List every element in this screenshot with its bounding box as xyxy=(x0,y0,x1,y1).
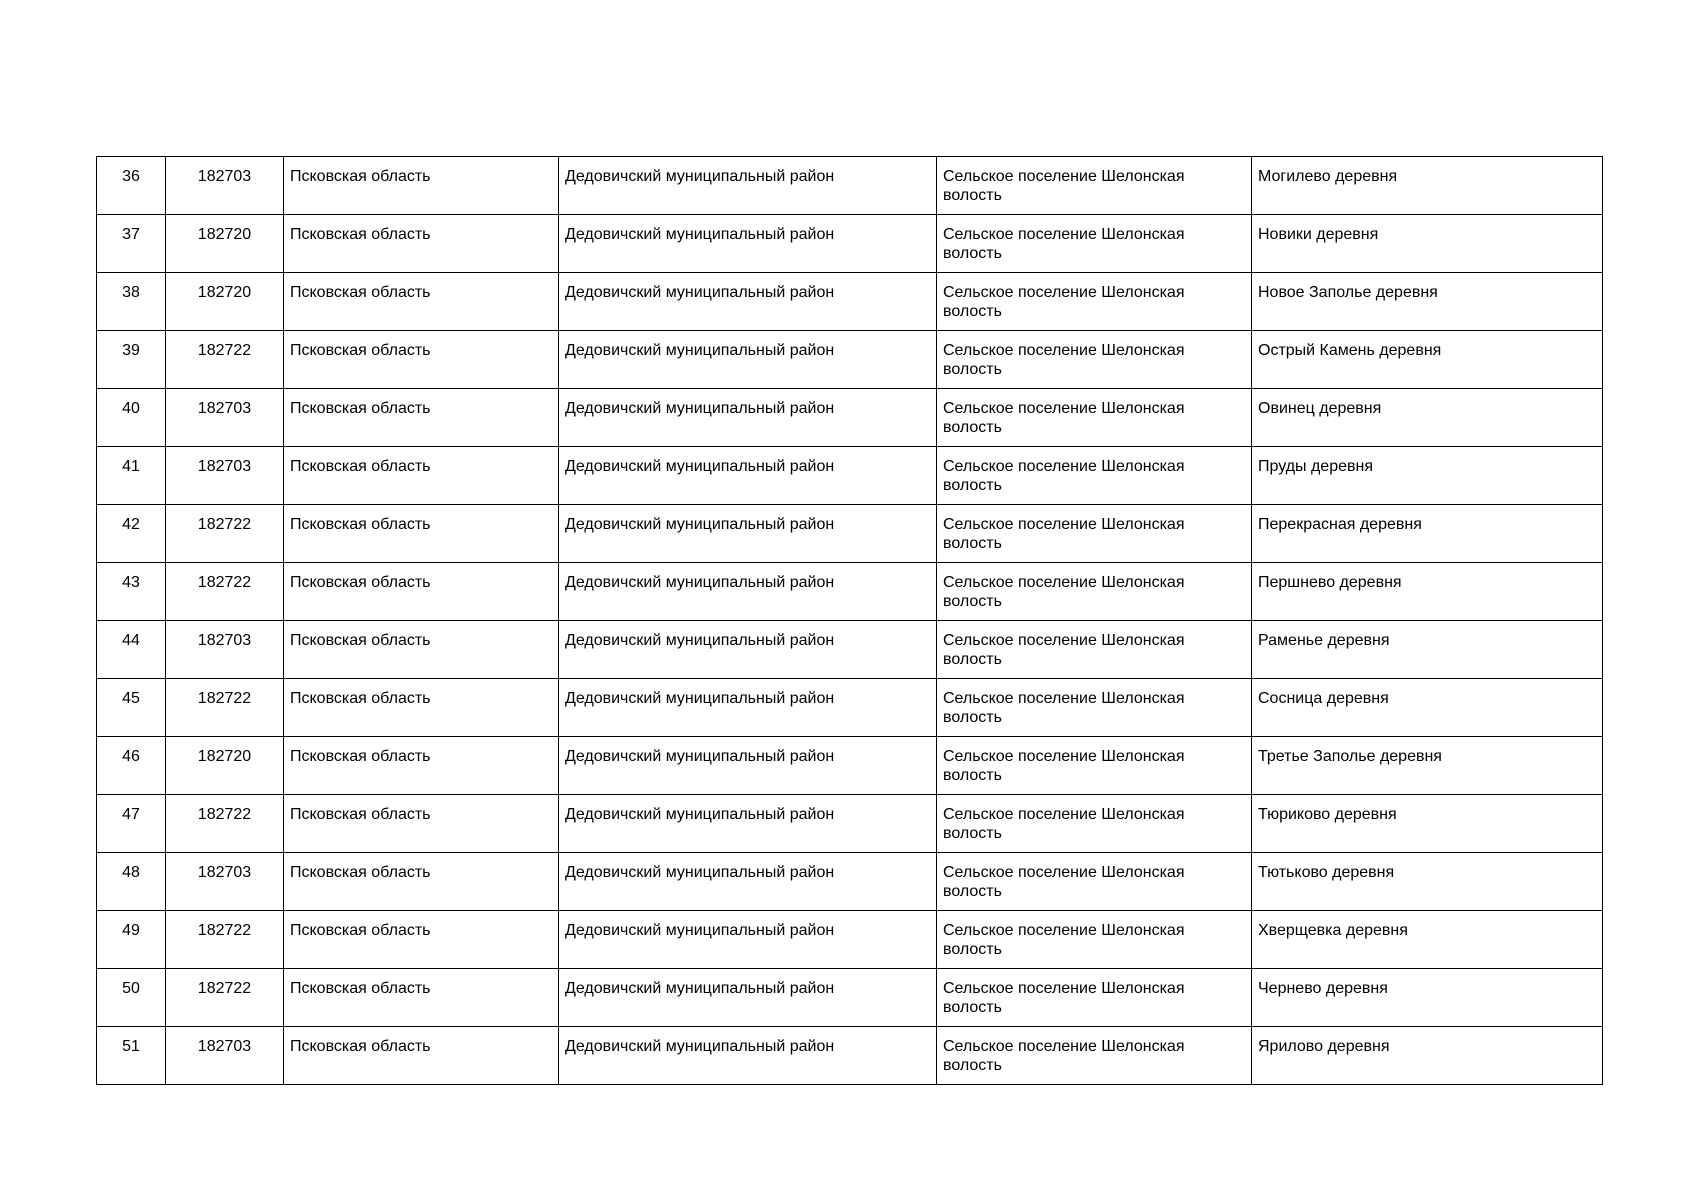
district-cell: Дедовичский муниципальный район xyxy=(559,911,937,969)
table-row xyxy=(97,737,1603,795)
settlement-cell: Сельское поселение Шелонская волость xyxy=(937,331,1252,389)
row-number: 37 xyxy=(97,215,166,273)
table-row xyxy=(97,447,1603,505)
locality-cell: Ярилово деревня xyxy=(1252,1027,1603,1085)
table-row xyxy=(97,157,1603,215)
postal-index: 182722 xyxy=(166,679,284,737)
settlement-cell: Сельское поселение Шелонская волость xyxy=(937,621,1252,679)
table-row xyxy=(97,563,1603,621)
row-number: 44 xyxy=(97,621,166,679)
settlement-cell: Сельское поселение Шелонская волость xyxy=(937,215,1252,273)
table-row xyxy=(97,505,1603,563)
row-number: 45 xyxy=(97,679,166,737)
table-row xyxy=(97,389,1603,447)
region-cell: Псковская область xyxy=(284,215,559,273)
district-cell: Дедовичский муниципальный район xyxy=(559,969,937,1027)
locality-cell: Чернево деревня xyxy=(1252,969,1603,1027)
settlement-cell: Сельское поселение Шелонская волость xyxy=(937,795,1252,853)
row-number: 36 xyxy=(97,157,166,215)
region-cell: Псковская область xyxy=(284,621,559,679)
row-number: 48 xyxy=(97,853,166,911)
region-cell: Псковская область xyxy=(284,331,559,389)
postal-index: 182722 xyxy=(166,563,284,621)
region-cell: Псковская область xyxy=(284,1027,559,1085)
district-cell: Дедовичский муниципальный район xyxy=(559,331,937,389)
postal-index: 182703 xyxy=(166,157,284,215)
locality-cell: Новое Заполье деревня xyxy=(1252,273,1603,331)
settlement-cell: Сельское поселение Шелонская волость xyxy=(937,157,1252,215)
table-row xyxy=(97,1027,1603,1085)
table-row xyxy=(97,969,1603,1027)
settlement-cell: Сельское поселение Шелонская волость xyxy=(937,1027,1252,1085)
locality-cell: Новики деревня xyxy=(1252,215,1603,273)
district-cell: Дедовичский муниципальный район xyxy=(559,679,937,737)
settlement-cell: Сельское поселение Шелонская волость xyxy=(937,563,1252,621)
region-cell: Псковская область xyxy=(284,795,559,853)
postal-index: 182722 xyxy=(166,969,284,1027)
district-cell: Дедовичский муниципальный район xyxy=(559,563,937,621)
district-cell: Дедовичский муниципальный район xyxy=(559,737,937,795)
locality-cell: Могилево деревня xyxy=(1252,157,1603,215)
settlement-cell: Сельское поселение Шелонская волость xyxy=(937,505,1252,563)
settlement-cell: Сельское поселение Шелонская волость xyxy=(937,853,1252,911)
postal-index: 182722 xyxy=(166,911,284,969)
region-cell: Псковская область xyxy=(284,911,559,969)
postal-index: 182703 xyxy=(166,1027,284,1085)
table-row xyxy=(97,215,1603,273)
locality-cell: Пруды деревня xyxy=(1252,447,1603,505)
postal-index: 182703 xyxy=(166,621,284,679)
region-cell: Псковская область xyxy=(284,389,559,447)
district-cell: Дедовичский муниципальный район xyxy=(559,389,937,447)
postal-index: 182720 xyxy=(166,273,284,331)
postal-index: 182722 xyxy=(166,505,284,563)
row-number: 50 xyxy=(97,969,166,1027)
table-row xyxy=(97,679,1603,737)
locality-cell: Острый Камень деревня xyxy=(1252,331,1603,389)
district-cell: Дедовичский муниципальный район xyxy=(559,795,937,853)
settlement-cell: Сельское поселение Шелонская волость xyxy=(937,969,1252,1027)
region-cell: Псковская область xyxy=(284,969,559,1027)
region-cell: Псковская область xyxy=(284,273,559,331)
district-cell: Дедовичский муниципальный район xyxy=(559,273,937,331)
region-cell: Псковская область xyxy=(284,563,559,621)
row-number: 39 xyxy=(97,331,166,389)
locality-cell: Тюриково деревня xyxy=(1252,795,1603,853)
district-cell: Дедовичский муниципальный район xyxy=(559,157,937,215)
district-cell: Дедовичский муниципальный район xyxy=(559,1027,937,1085)
region-cell: Псковская область xyxy=(284,853,559,911)
row-number: 49 xyxy=(97,911,166,969)
settlement-cell: Сельское поселение Шелонская волость xyxy=(937,389,1252,447)
postal-index: 182703 xyxy=(166,447,284,505)
settlement-cell: Сельское поселение Шелонская волость xyxy=(937,911,1252,969)
row-number: 42 xyxy=(97,505,166,563)
row-number: 43 xyxy=(97,563,166,621)
district-cell: Дедовичский муниципальный район xyxy=(559,853,937,911)
region-cell: Псковская область xyxy=(284,447,559,505)
settlement-cell: Сельское поселение Шелонская волость xyxy=(937,679,1252,737)
region-cell: Псковская область xyxy=(284,737,559,795)
address-table xyxy=(96,156,1603,1085)
row-number: 51 xyxy=(97,1027,166,1085)
postal-index: 182722 xyxy=(166,795,284,853)
table-row xyxy=(97,273,1603,331)
postal-index: 182720 xyxy=(166,737,284,795)
settlement-cell: Сельское поселение Шелонская волость xyxy=(937,737,1252,795)
region-cell: Псковская область xyxy=(284,679,559,737)
table-row xyxy=(97,621,1603,679)
postal-index: 182703 xyxy=(166,389,284,447)
locality-cell: Овинец деревня xyxy=(1252,389,1603,447)
district-cell: Дедовичский муниципальный район xyxy=(559,215,937,273)
table-row xyxy=(97,911,1603,969)
locality-cell: Першнево деревня xyxy=(1252,563,1603,621)
table-row xyxy=(97,853,1603,911)
locality-cell: Третье Заполье деревня xyxy=(1252,737,1603,795)
locality-cell: Сосница деревня xyxy=(1252,679,1603,737)
settlement-cell: Сельское поселение Шелонская волость xyxy=(937,273,1252,331)
postal-index: 182720 xyxy=(166,215,284,273)
locality-cell: Хверщевка деревня xyxy=(1252,911,1603,969)
locality-cell: Тютьково деревня xyxy=(1252,853,1603,911)
district-cell: Дедовичский муниципальный район xyxy=(559,621,937,679)
postal-index: 182703 xyxy=(166,853,284,911)
table-row xyxy=(97,331,1603,389)
district-cell: Дедовичский муниципальный район xyxy=(559,447,937,505)
region-cell: Псковская область xyxy=(284,505,559,563)
locality-cell: Раменье деревня xyxy=(1252,621,1603,679)
table-row xyxy=(97,795,1603,853)
row-number: 47 xyxy=(97,795,166,853)
district-cell: Дедовичский муниципальный район xyxy=(559,505,937,563)
settlement-cell: Сельское поселение Шелонская волость xyxy=(937,447,1252,505)
row-number: 41 xyxy=(97,447,166,505)
row-number: 38 xyxy=(97,273,166,331)
row-number: 46 xyxy=(97,737,166,795)
row-number: 40 xyxy=(97,389,166,447)
locality-cell: Перекрасная деревня xyxy=(1252,505,1603,563)
postal-index: 182722 xyxy=(166,331,284,389)
region-cell: Псковская область xyxy=(284,157,559,215)
